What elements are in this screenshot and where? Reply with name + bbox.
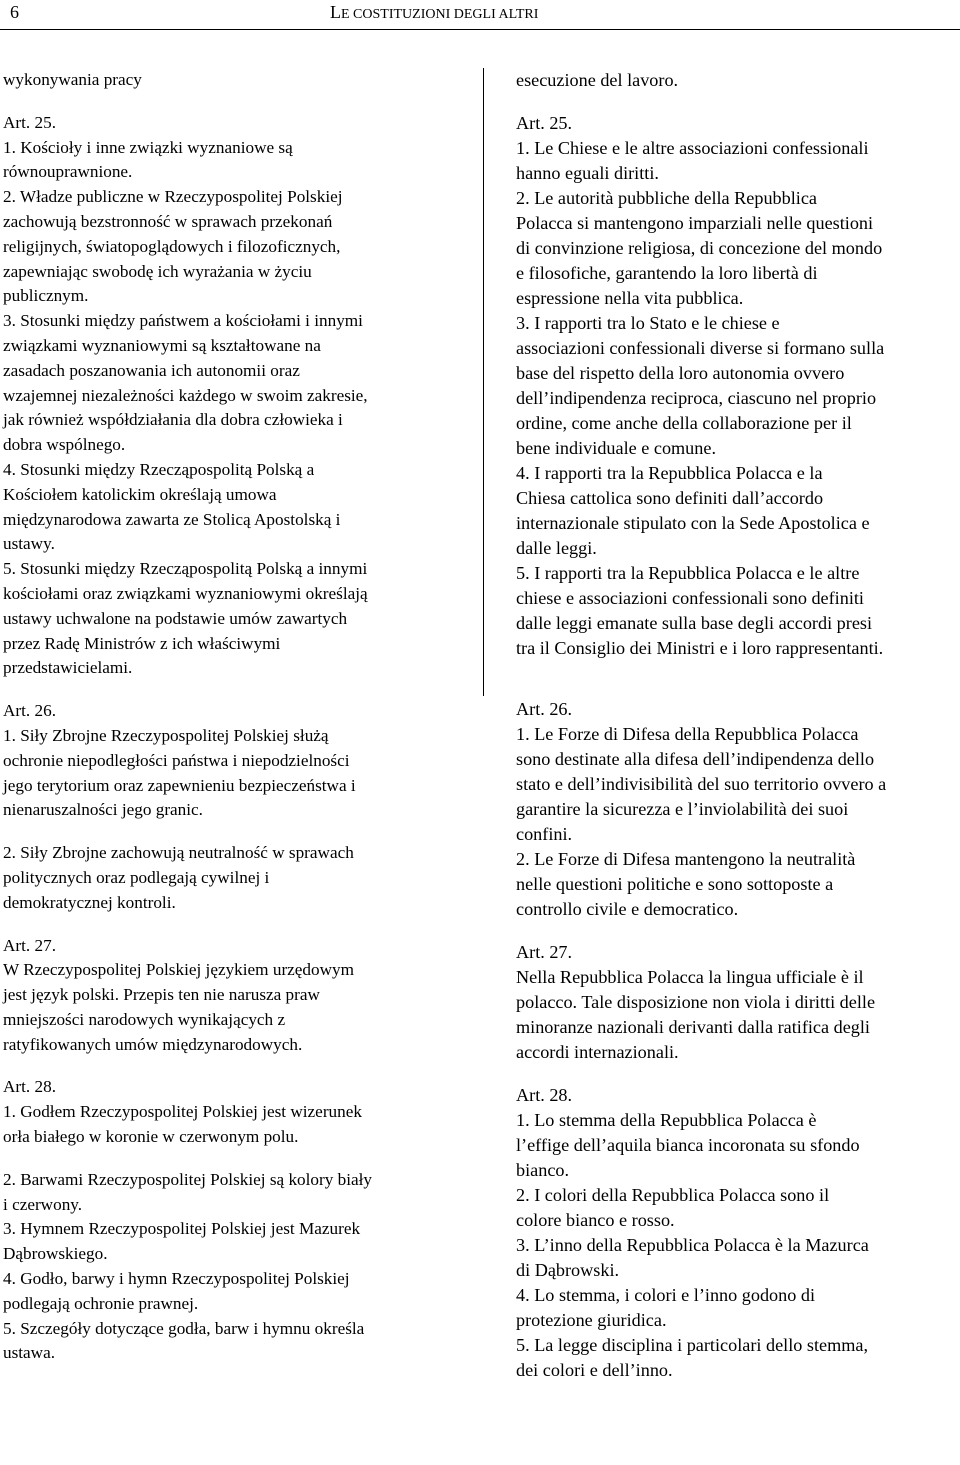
italian-text-line: protezione giuridica.	[516, 1310, 667, 1330]
polish-text-line: 3. Stosunki między państwem a kościołami i innymi	[3, 311, 363, 331]
polish-text-line: 2. Barwami Rzeczypospolitej Polskiej są kolory biały	[3, 1169, 372, 1189]
italian-paragraph	[516, 1083, 960, 1108]
polish-text-line: publicznym.	[3, 286, 89, 306]
italian-text-line: sono destinate alla difesa dell’indipendenza dello	[516, 749, 875, 769]
italian-text-line: polacco. Tale disposizione non viola i diritti delle	[516, 992, 876, 1012]
polish-text-line: ochronie niepodległości państwa i niepodzielności	[3, 750, 350, 770]
polish-text-line: 2. Siły Zbrojne zachowują neutralność w sprawach	[3, 843, 354, 863]
page-header	[0, 0, 960, 36]
italian-text-line: bene individuale e comune.	[516, 438, 716, 458]
italian-paragraph	[516, 1108, 960, 1183]
polish-text-line: ustawa.	[3, 1343, 56, 1363]
italian-text-line: ordine, come anche della collaborazione per il	[516, 413, 852, 433]
polish-text-line: 1. Kościoły i inne związki wyznaniowe są	[3, 137, 293, 157]
polish-paragraph	[3, 185, 451, 309]
italian-text-line: Nella Repubblica Polacca la lingua ufficiale è il	[516, 967, 864, 987]
italian-text-line: garantire la sicurezza e l’inviolabilità dei suoi	[516, 799, 849, 819]
italian-text-line: esecuzione del lavoro.	[516, 70, 679, 90]
italian-text-line: 4. I rapporti tra la Repubblica Polacca e la	[516, 463, 823, 483]
polish-paragraph	[3, 1075, 451, 1100]
polish-text-line: Dąbrowskiego.	[3, 1244, 108, 1264]
polish-text-line: ratyfikowanych umów międzynarodowych.	[3, 1034, 303, 1054]
polish-text-line: Art. 25.	[3, 112, 56, 132]
italian-paragraph	[516, 561, 960, 661]
polish-paragraph	[3, 136, 451, 186]
italian-text-line: 5. I rapporti tra la Repubblica Polacca e le altre	[516, 563, 860, 583]
italian-paragraph	[516, 186, 960, 311]
polish-text-line: wzajemnej niezależności każdego w swoim zakresie,	[3, 385, 368, 405]
italian-text-line: internazionale stipulato con la Sede Apostolica e	[516, 513, 870, 533]
polish-paragraph	[3, 458, 451, 557]
italian-text-line: Chiesa cattolica sono definiti dall’accordo	[516, 488, 824, 508]
polish-column	[3, 68, 451, 1366]
polish-text-line: Art. 27.	[3, 935, 56, 955]
italian-text-line: 1. Lo stemma della Repubblica Polacca è	[516, 1110, 817, 1130]
italian-text-line: 3. I rapporti tra lo Stato e le chiese e	[516, 313, 780, 333]
polish-text-line: i czerwony.	[3, 1194, 83, 1214]
italian-paragraph	[516, 311, 960, 461]
polish-text-line: przez Radę Ministrów z ich właściwymi	[3, 633, 281, 653]
polish-text-line: podlegają ochronie prawnej.	[3, 1293, 199, 1313]
italian-text-line: e filosofiche, garantendo la loro libertà di	[516, 263, 818, 283]
polish-text-line: 1. Siły Zbrojne Rzeczypospolitej Polskiej służą	[3, 725, 329, 745]
italian-text-line: dell’indipendenza reciproca, ciascuno nel proprio	[516, 388, 877, 408]
italian-text-line: 2. Le autorità pubbliche della Repubblica	[516, 188, 817, 208]
polish-text-line: jest język polski. Przepis ten nie narusza praw	[3, 985, 320, 1005]
polish-text-line: dobra wspólnego.	[3, 435, 126, 455]
italian-paragraph	[516, 461, 960, 561]
italian-text-line: di Dąbrowski.	[516, 1260, 620, 1280]
italian-paragraph	[516, 697, 960, 722]
italian-column	[516, 68, 960, 1383]
spacer	[516, 679, 960, 697]
italian-text-line: 2. I colori della Repubblica Polacca sono il	[516, 1185, 830, 1205]
polish-paragraph	[3, 1317, 451, 1367]
italian-paragraph	[516, 136, 960, 186]
polish-paragraph	[3, 934, 451, 959]
spacer	[516, 93, 960, 111]
polish-text-line: politycznych oraz podlegają cywilnej i	[3, 867, 270, 887]
italian-text-line: minoranze nazionali derivanti dalla ratifica degli	[516, 1017, 870, 1037]
header-rule	[0, 29, 960, 30]
polish-paragraph	[3, 111, 451, 136]
polish-text-line: W Rzeczypospolitej Polskiej językiem urzędowym	[3, 960, 354, 980]
italian-text-line: colore bianco e rosso.	[516, 1210, 675, 1230]
polish-text-line: religijnych, światopoglądowych i filozoficznych,	[3, 236, 341, 256]
spacer	[516, 1065, 960, 1083]
italian-text-line: 2. Le Forze di Difesa mantengono la neutralità	[516, 849, 856, 869]
spacer	[3, 1057, 451, 1075]
italian-paragraph	[516, 1333, 960, 1383]
italian-text-line: Art. 28.	[516, 1085, 573, 1105]
italian-paragraph	[516, 68, 960, 93]
italian-paragraph	[516, 1283, 960, 1333]
italian-text-line: 4. Lo stemma, i colori e l’inno godono di	[516, 1285, 816, 1305]
italian-text-line: accordi internazionali.	[516, 1042, 679, 1062]
polish-text-line: orła białego w koronie w czerwonym polu.	[3, 1127, 299, 1147]
spacer	[516, 661, 960, 679]
polish-paragraph	[3, 1267, 451, 1317]
polish-paragraph	[3, 1217, 451, 1267]
running-title-rest: E COSTITUZIONI DEGLI ALTRI	[341, 7, 539, 22]
italian-text-line: Art. 25.	[516, 113, 573, 133]
italian-text-line: 1. Le Forze di Difesa della Repubblica Polacca	[516, 724, 859, 744]
polish-text-line: 1. Godłem Rzeczypospolitej Polskiej jest wizerunek	[3, 1102, 362, 1122]
running-title-initial: L	[330, 2, 341, 22]
italian-paragraph	[516, 722, 960, 847]
polish-paragraph	[3, 958, 451, 1057]
polish-paragraph	[3, 1100, 451, 1150]
polish-text-line: mniejszości narodowych wynikających z	[3, 1009, 286, 1029]
polish-text-line: ustawy uchwalone na podstawie umów zawartych	[3, 608, 348, 628]
italian-text-line: Polacca si mantengono imparziali nelle questioni	[516, 213, 874, 233]
polish-text-line: 5. Szczegóły dotyczące godła, barw i hymnu określa	[3, 1318, 365, 1338]
italian-paragraph	[516, 1183, 960, 1233]
polish-text-line: demokratycznej kontroli.	[3, 892, 176, 912]
page-number: 6	[10, 2, 19, 22]
running-title	[330, 0, 538, 27]
italian-text-line: dei colori e dell’inno.	[516, 1360, 673, 1380]
polish-text-line: kościołami oraz związkami wyznaniowymi określają	[3, 583, 368, 603]
polish-text-line: Art. 26.	[3, 701, 56, 721]
polish-text-line: równouprawnione.	[3, 162, 133, 182]
italian-text-line: 5. La legge disciplina i particolari dello stemma,	[516, 1335, 869, 1355]
polish-paragraph	[3, 699, 451, 724]
polish-text-line: zapewniając swobodę ich wyrażania w życiu	[3, 261, 312, 281]
spacer	[3, 823, 451, 841]
italian-text-line: associazioni confessionali diverse si formano sulla	[516, 338, 885, 358]
italian-text-line: controllo civile e democratico.	[516, 899, 739, 919]
polish-text-line: 4. Godło, barwy i hymn Rzeczypospolitej Polskiej	[3, 1269, 350, 1289]
polish-paragraph	[3, 1168, 451, 1218]
italian-text-line: base del rispetto della loro autonomia ovvero	[516, 363, 845, 383]
italian-text-line: tra il Consiglio dei Ministri e i loro rappresentanti.	[516, 638, 884, 658]
polish-text-line: związkami wyznaniowymi są kształtowane na	[3, 335, 321, 355]
polish-text-line: przedstawicielami.	[3, 658, 133, 678]
spacer	[3, 681, 451, 699]
italian-paragraph	[516, 111, 960, 136]
italian-text-line: nelle questioni politiche e sono sottoposte a	[516, 874, 834, 894]
polish-paragraph	[3, 309, 451, 458]
italian-text-line: stato e dell’indivisibilità del suo territorio ovvero a	[516, 774, 887, 794]
italian-paragraph	[516, 965, 960, 1065]
polish-text-line: międzynarodowa zawarta ze Stolicą Apostolską i	[3, 509, 341, 529]
polish-text-line: wykonywania pracy	[3, 70, 142, 89]
italian-text-line: bianco.	[516, 1160, 570, 1180]
column-divider	[483, 68, 484, 696]
polish-paragraph	[3, 724, 451, 823]
spacer	[3, 916, 451, 934]
polish-text-line: 4. Stosunki między Rzecząpospolitą Polską a	[3, 459, 315, 479]
italian-text-line: di convinzione religiosa, di concezione del mondo	[516, 238, 883, 258]
polish-text-line: zasadach poszanowania ich autonomii oraz	[3, 360, 300, 380]
italian-text-line: chiese e associazioni confessionali sono definiti	[516, 588, 864, 608]
polish-text-line: Kościołem katolickim określają umowa	[3, 484, 277, 504]
spacer	[3, 1150, 451, 1168]
polish-text-line: 3. Hymnem Rzeczypospolitej Polskiej jest Mazurek	[3, 1219, 361, 1239]
italian-text-line: 1. Le Chiese e le altre associazioni confessionali	[516, 138, 869, 158]
italian-text-line: dalle leggi emanate sulla base degli accordi presi	[516, 613, 873, 633]
italian-text-line: dalle leggi.	[516, 538, 597, 558]
italian-text-line: espressione nella vita pubblica.	[516, 288, 744, 308]
italian-text-line: 3. L’inno della Repubblica Polacca è la Mazurca	[516, 1235, 869, 1255]
spacer	[3, 93, 451, 111]
italian-text-line: Art. 27.	[516, 942, 573, 962]
italian-text-line: l’effige dell’aquila bianca incoronata su sfondo	[516, 1135, 860, 1155]
italian-text-line: confini.	[516, 824, 573, 844]
polish-text-line: jego terytorium oraz zapewnieniu bezpieczeństwa i	[3, 775, 356, 795]
italian-paragraph	[516, 847, 960, 922]
polish-text-line: nienaruszalności jego granic.	[3, 800, 203, 820]
polish-text-line: zachowują bezstronność w sprawach przekonań	[3, 211, 333, 231]
italian-paragraph	[516, 940, 960, 965]
polish-text-line: jak również współdziałania dla dobra człowieka i	[3, 410, 343, 430]
italian-text-line: Art. 26.	[516, 699, 573, 719]
italian-paragraph	[516, 1233, 960, 1283]
polish-paragraph	[3, 68, 451, 93]
polish-paragraph	[3, 841, 451, 915]
italian-text-line: hanno eguali diritti.	[516, 163, 659, 183]
spacer	[516, 922, 960, 940]
polish-paragraph	[3, 557, 451, 681]
polish-text-line: ustawy.	[3, 534, 55, 554]
polish-text-line: 5. Stosunki między Rzecząpospolitą Polską a innymi	[3, 559, 368, 579]
polish-text-line: Art. 28.	[3, 1077, 56, 1097]
polish-text-line: 2. Władze publiczne w Rzeczypospolitej Polskiej	[3, 187, 343, 207]
